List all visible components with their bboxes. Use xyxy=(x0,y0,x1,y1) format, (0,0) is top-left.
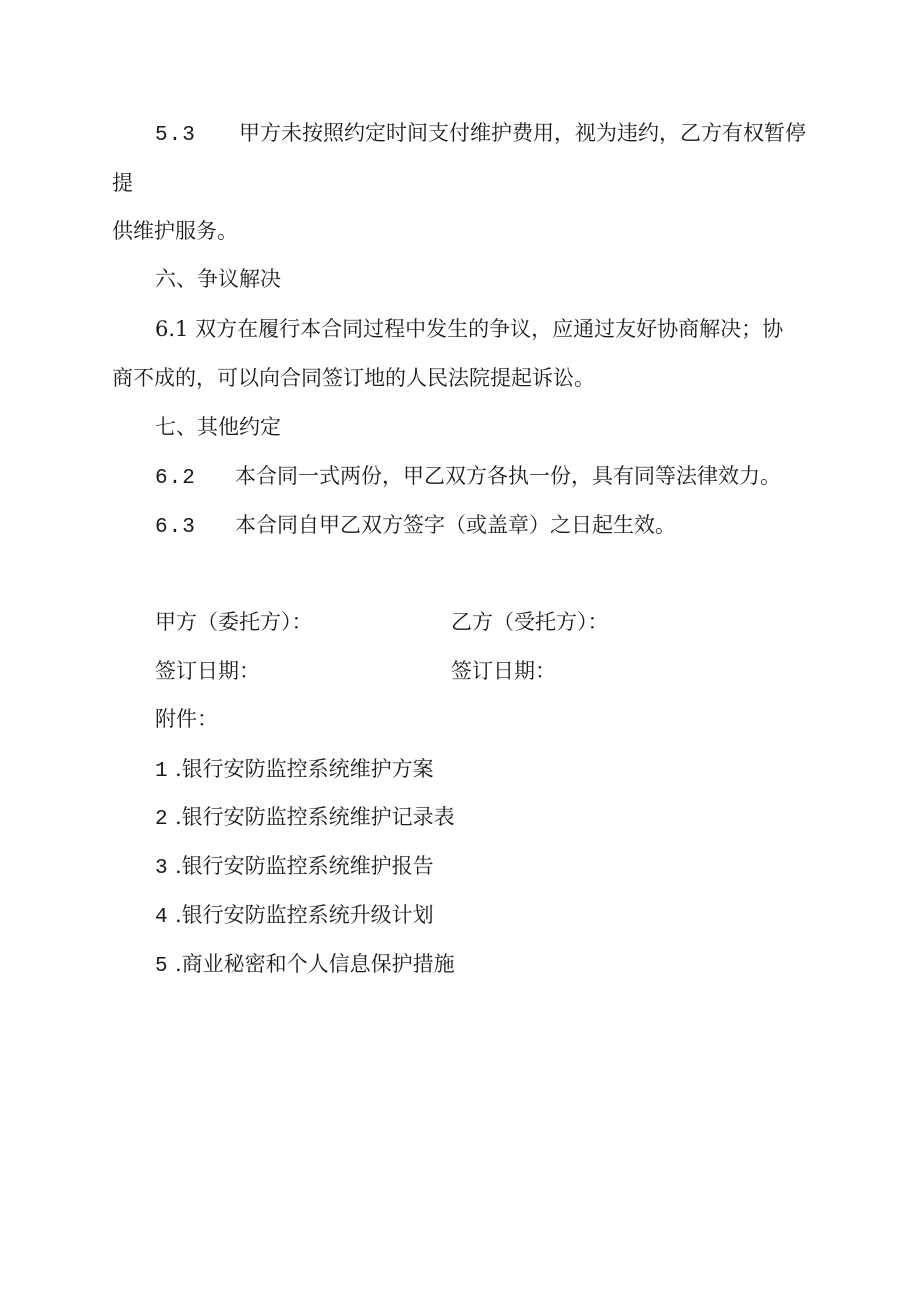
attachment-number: 2 xyxy=(155,808,169,831)
clause-6-3 xyxy=(155,511,676,542)
clause-5-3-line1 xyxy=(155,119,806,150)
attachment-item xyxy=(155,852,434,883)
clause-6-1-line1: 6.1 双方在履行本合同过程中发生的争议，应通过友好协商解决；协 xyxy=(155,317,784,341)
section-7-heading: 七、其他约定 xyxy=(155,415,281,439)
attachment-text: .商业秘密和个人信息保护措施 xyxy=(175,952,455,976)
sign-date-b-label: 签订日期： xyxy=(451,659,556,683)
clause-6-1-line2: 商不成的，可以向合同签订地的人民法院提起诉讼。 xyxy=(112,366,595,390)
clause-number: 6.3 xyxy=(155,516,196,539)
clause-5-3-line2: 提 xyxy=(112,171,133,195)
attachment-item xyxy=(155,950,455,981)
clause-number: 5.3 xyxy=(155,124,196,147)
attachment-item xyxy=(155,755,434,786)
attachment-text: .银行安防监控系统维护报告 xyxy=(175,854,434,878)
clause-6-2 xyxy=(155,462,781,493)
attachment-number: 3 xyxy=(155,857,169,880)
party-a-label: 甲方（委托方）： xyxy=(155,610,313,634)
clause-text: 本合同自甲乙双方签字（或盖章）之日起生效。 xyxy=(235,513,676,537)
attachment-text: .银行安防监控系统升级计划 xyxy=(175,903,434,927)
attachment-item xyxy=(155,901,434,932)
clause-5-3-line3: 供维护服务。 xyxy=(112,219,238,243)
party-b-label: 乙方（受托方）： xyxy=(451,610,609,634)
attachment-text: .银行安防监控系统维护记录表 xyxy=(175,805,455,829)
attachment-number: 5 xyxy=(155,955,169,978)
clause-text: 本合同一式两份，甲乙双方各执一份，具有同等法律效力。 xyxy=(235,464,781,488)
clause-text: 甲方未按照约定时间支付维护费用，视为违约，乙方有权暂停 xyxy=(239,121,806,145)
section-6-heading: 六、争议解决 xyxy=(155,267,281,291)
attachments-heading: 附件： xyxy=(155,707,218,731)
attachment-text: .银行安防监控系统维护方案 xyxy=(175,757,434,781)
sign-date-a-label: 签订日期： xyxy=(155,659,260,683)
attachment-number: 1 xyxy=(155,760,169,783)
attachment-item xyxy=(155,803,455,834)
clause-number: 6.2 xyxy=(155,467,196,490)
attachment-number: 4 xyxy=(155,906,169,929)
